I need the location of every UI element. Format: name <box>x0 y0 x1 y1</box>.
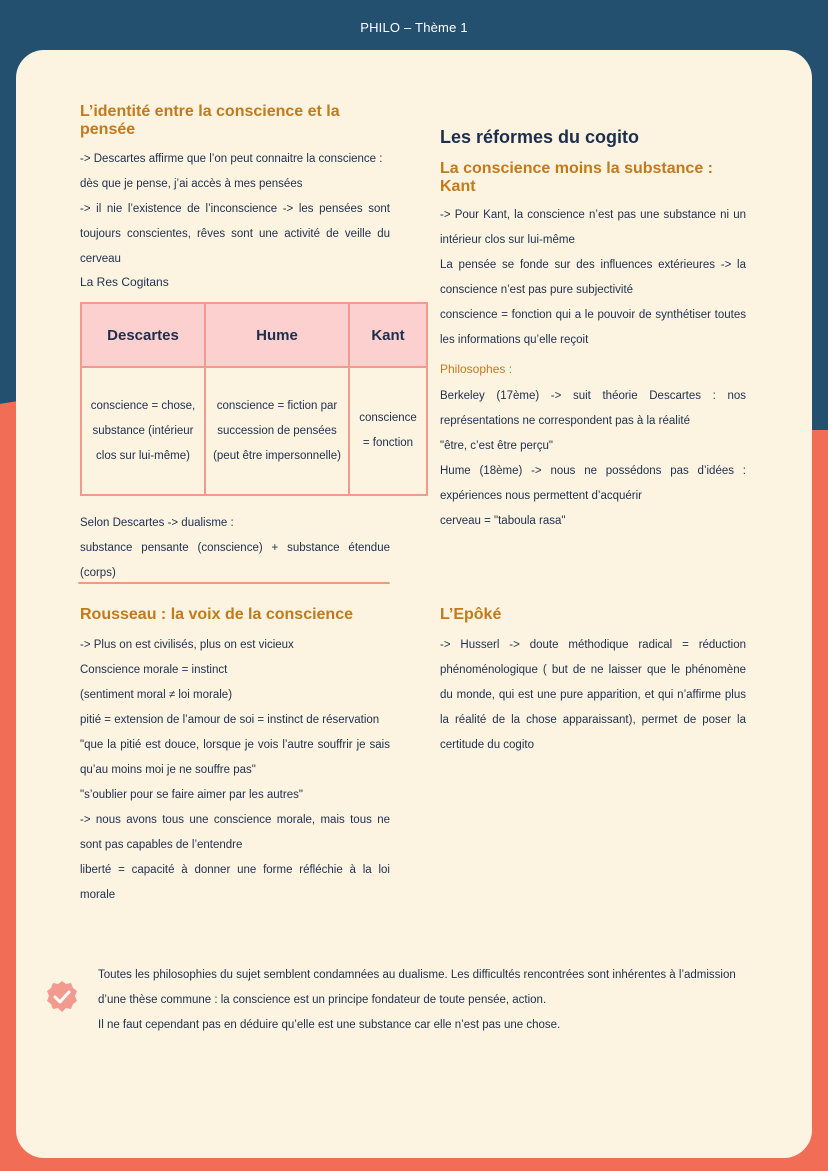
kant-line-1: -> Pour Kant, la conscience n’est pas une substance ni un intérieur clos sur lui-même <box>440 209 746 246</box>
table-cell-kant: conscience = fonction <box>349 367 427 495</box>
identity-line-1: -> Descartes affirme que l’on peut connaitre la conscience : <box>80 153 383 165</box>
rousseau-text <box>80 633 390 908</box>
dualism-line-2: substance pensante (conscience) + substance étendue (corps) <box>80 542 390 579</box>
table-cell-hume: conscience = fiction par succession de pensées (peut être impersonnelle) <box>205 367 349 495</box>
philosophes-line-4: cerveau = "taboula rasa" <box>440 515 566 527</box>
main-title-reformes: Les réformes du cogito <box>440 127 640 147</box>
table-header-hume: Hume <box>205 303 349 367</box>
section-title-rousseau: Rousseau : la voix de la conscience <box>80 606 353 623</box>
res-cogitans-table <box>80 302 428 496</box>
philosophes-line-1: Berkeley (17ème) -> suit théorie Descartes : nos représentations ne correspondent pas à la réalité <box>440 390 746 427</box>
kant-text <box>440 203 746 353</box>
table-cell-descartes: conscience = chose, substance (intérieur clos sur lui-même) <box>81 367 205 495</box>
rousseau-line-2: Conscience morale = instinct <box>80 664 228 676</box>
rousseau-line-4: pitié = extension de l’amour de soi = instinct de réservation <box>80 714 380 726</box>
dualism-line-1: Selon Descartes -> dualisme : <box>80 517 234 529</box>
kant-line-2: La pensée se fonde sur des influences extérieures -> la conscience n’est pas pure subjectivité <box>440 259 746 296</box>
rousseau-line-1: -> Plus on est civilisés, plus on est vicieux <box>80 639 294 651</box>
kant-line-3: conscience = fonction qui a le pouvoir de synthétiser toutes les informations qu’elle reçoit <box>440 309 746 346</box>
table-label: La Res Cogitans <box>80 275 169 289</box>
section-title-kant: La conscience moins la substance : Kant <box>440 160 713 195</box>
philosophes-line-3: Hume (18ème) -> nous ne possédons pas d’idées : expériences nous permettent d’acquérir <box>440 465 746 502</box>
philosophes-label: Philosophes : <box>440 362 513 376</box>
conclusion-line-1: Toutes les philosophies du sujet semblent condamnées au dualisme. Les difficultés rencontrées sont inhérentes à l’admission d’une thèse commune : la conscience est un principe fondateur de toute pensée, action. <box>98 969 736 1006</box>
rousseau-line-8: liberté = capacité à donner une forme réfléchie à la loi morale <box>80 864 390 901</box>
section-title-epoke: L’Epôké <box>440 606 502 623</box>
rousseau-line-5: "que la pitié est douce, lorsque je vois l’autre souffrir je sais qu’au moins moi je ne souffre pas" <box>80 739 390 776</box>
conclusion <box>98 963 738 1038</box>
conclusion-line-2: Il ne faut cependant pas en déduire qu’elle est une substance car elle n’est pas une chose. <box>98 1019 561 1031</box>
table-header-kant: Kant <box>349 303 427 367</box>
table-header-row <box>81 303 427 367</box>
section-identity <box>80 103 390 272</box>
epoke-text: -> Husserl -> doute méthodique radical = réduction phénoménologique ( but de ne laisser que le phénomène du monde, qui est une pure apparition, et qui n’affirme plus la réalité de la chose apparaissant), permet de poser la certitude du cogito <box>440 639 746 751</box>
identity-text <box>80 147 390 272</box>
identity-line-3: -> il nie l’existence de l’inconscience -> les pensées sont toujours conscientes, rêves sont une activité de veille du cerveau <box>80 203 390 265</box>
section-reformes <box>440 127 746 534</box>
page-header-title: PHILO – Thème 1 <box>360 20 468 35</box>
dualism-text <box>80 511 390 586</box>
section-rousseau <box>80 606 390 908</box>
table-header-descartes: Descartes <box>81 303 205 367</box>
rousseau-line-3: (sentiment moral ≠ loi morale) <box>80 689 233 701</box>
rousseau-line-6: "s’oublier pour se faire aimer par les autres" <box>80 789 303 801</box>
identity-line-2: dès que je pense, j’ai accès à mes pensées <box>80 178 303 190</box>
section-divider <box>78 582 390 584</box>
table-row <box>81 367 427 495</box>
philosophes-line-2: "être, c’est être perçu" <box>440 440 553 452</box>
section-epoke <box>440 606 746 758</box>
rousseau-line-7: -> nous avons tous une conscience morale, mais tous ne sont pas capables de l’entendre <box>80 814 390 851</box>
check-badge-icon <box>45 980 79 1014</box>
section-title-identity: L’identité entre la conscience et la pensée <box>80 103 340 138</box>
